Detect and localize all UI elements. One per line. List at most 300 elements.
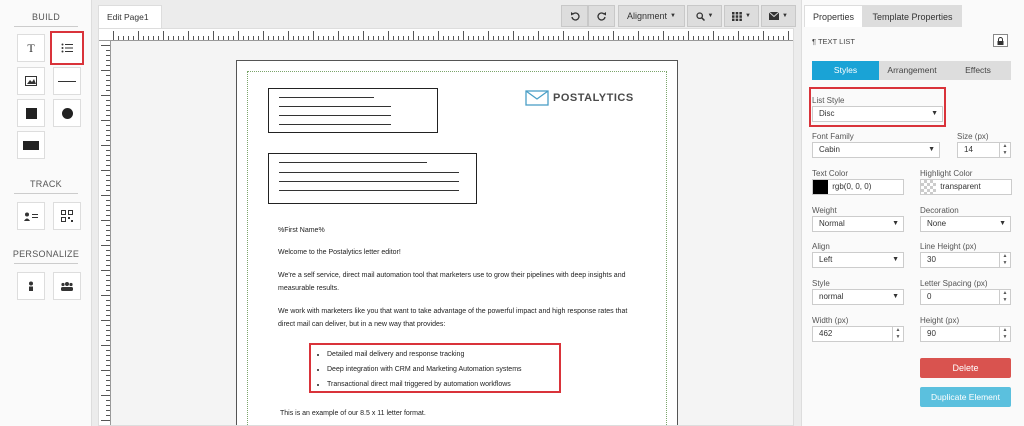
ruler-tick (403, 36, 404, 40)
ruler-tick (698, 36, 699, 40)
ruler-tick (106, 275, 110, 276)
ruler-tick (723, 36, 724, 40)
ruler-tick (618, 36, 619, 40)
ruler-tick (106, 100, 110, 101)
ruler-tick (268, 36, 269, 40)
ruler-tick (148, 36, 149, 40)
ruler-tick (488, 31, 489, 40)
person-icon (27, 281, 35, 291)
ruler-tick (378, 36, 379, 40)
style-select[interactable] (812, 289, 904, 305)
ruler-tick (101, 220, 110, 221)
letter-spacing-label: Letter Spacing (px) (920, 279, 988, 288)
properties-panel (801, 0, 1024, 426)
page-tab[interactable]: Edit Page1 (98, 5, 162, 28)
align-select[interactable] (812, 252, 904, 268)
horizontal-ruler (99, 29, 794, 41)
width-label: Width (px) (812, 316, 849, 325)
box-icon (23, 141, 39, 150)
duplicate-element-button[interactable]: Duplicate Element (920, 387, 1011, 407)
ruler-tick (393, 36, 394, 40)
ruler-tick (283, 36, 284, 40)
ruler-tick (418, 36, 419, 40)
ruler-tick (793, 36, 794, 40)
ruler-tick (483, 36, 484, 40)
ruler-tick (558, 36, 559, 40)
address-line (279, 106, 391, 107)
logo-text: POSTALYTICS (553, 92, 634, 104)
ruler-tick (106, 105, 110, 106)
ruler-tick (588, 31, 589, 40)
ruler-tick (123, 36, 124, 40)
first-name-merge-field[interactable]: %First Name% (278, 227, 325, 234)
qr-code-tool-button[interactable] (53, 202, 81, 230)
undo-button[interactable] (561, 5, 588, 27)
ruler-tick (388, 31, 389, 40)
ruler-tick (348, 36, 349, 40)
ruler-tick (248, 36, 249, 40)
ruler-tick (101, 320, 110, 321)
ruler-tick (258, 36, 259, 40)
ruler-tick (106, 55, 110, 56)
ruler-tick (106, 260, 110, 261)
address-line (279, 181, 459, 182)
ruler-tick (673, 36, 674, 40)
ruler-tick (408, 36, 409, 40)
subtab-arrangement[interactable]: Arrangement (879, 61, 945, 80)
ruler-tick (473, 36, 474, 40)
list-style-value: Disc (819, 109, 835, 118)
caret-down-icon: ▼ (892, 293, 899, 300)
list-item: • Deep integration with CRM and Marketing Automation systems (327, 362, 559, 377)
size-label: Size (px) (957, 132, 989, 141)
rectangle-tool-button[interactable] (17, 99, 45, 127)
ruler-tick (106, 90, 110, 91)
text-tool-button[interactable] (17, 34, 45, 62)
ruler-tick (198, 36, 199, 40)
address-line (279, 162, 427, 163)
ruler-tick (643, 36, 644, 40)
element-title: ¶ TEXT LIST (812, 37, 855, 46)
ruler-tick (713, 31, 714, 40)
ruler-tick (106, 355, 110, 356)
ruler-tick (106, 230, 110, 231)
ruler-tick (178, 36, 179, 40)
circle-icon (62, 108, 73, 119)
ruler-tick (101, 245, 110, 246)
width-value: 462 (819, 329, 833, 338)
envelope-logo-icon (525, 89, 549, 107)
width-stepper[interactable]: ▲ ▼ (892, 327, 903, 341)
ruler-tick (463, 31, 464, 40)
ruler-tick (101, 270, 110, 271)
ruler-tick (101, 145, 110, 146)
decoration-value: None (927, 219, 947, 228)
ruler-tick (101, 120, 110, 121)
mail-dropdown[interactable] (761, 5, 796, 27)
ruler-tick (423, 36, 424, 40)
height-stepper[interactable]: ▲ ▼ (999, 327, 1010, 341)
ruler-tick (748, 36, 749, 40)
line-height-label: Line Height (px) (920, 242, 977, 251)
redo-button[interactable] (588, 5, 615, 27)
ruler-tick (113, 31, 114, 40)
address-line (279, 115, 391, 116)
height-input[interactable] (920, 326, 1011, 342)
ruler-tick (718, 36, 719, 40)
ruler-tick (106, 225, 110, 226)
ruler-tick (133, 36, 134, 40)
ruler-tick (738, 31, 739, 40)
box-tool-button[interactable] (17, 131, 45, 159)
list-item: • Transactional direct mail triggered by automation workflows (327, 377, 559, 392)
ruler-tick (106, 400, 110, 401)
ruler-tick (106, 325, 110, 326)
delete-button[interactable]: Delete (920, 358, 1011, 378)
highlight-color-input[interactable] (920, 179, 1012, 195)
ruler-tick (603, 36, 604, 40)
list-item: • Detailed mail delivery and response tracking (327, 347, 559, 362)
highlight-color-label: Highlight Color (920, 169, 973, 178)
ruler-tick (553, 36, 554, 40)
ruler-tick (106, 210, 110, 211)
qr-code-icon (61, 210, 73, 222)
ruler-tick (106, 250, 110, 251)
ruler-tick (508, 36, 509, 40)
ruler-tick (608, 36, 609, 40)
text-list-tool-button[interactable] (50, 31, 84, 65)
ruler-tick (228, 36, 229, 40)
line-height-stepper[interactable]: ▲ ▼ (999, 253, 1010, 267)
subtab-styles[interactable]: Styles (812, 61, 879, 80)
text-icon: T (27, 40, 35, 55)
caret-down-icon: ▼ (999, 220, 1006, 227)
ruler-tick (548, 36, 549, 40)
list-style-select[interactable] (812, 106, 943, 122)
ruler-tick (101, 95, 110, 96)
welcome-paragraph[interactable]: Welcome to the Postalytics letter editor! (278, 249, 401, 256)
ruler-tick (106, 360, 110, 361)
ruler-tick (503, 36, 504, 40)
line-height-input[interactable] (920, 252, 1011, 268)
ruler-tick (573, 36, 574, 40)
ruler-tick (633, 36, 634, 40)
ruler-tick (106, 290, 110, 291)
ruler-tick (273, 36, 274, 40)
image-tool-button[interactable] (17, 67, 45, 95)
list-style-label: List Style (812, 96, 845, 105)
ruler-tick (773, 36, 774, 40)
ruler-tick (233, 36, 234, 40)
ruler-tick (533, 36, 534, 40)
ruler-tick (238, 31, 239, 40)
text-color-input[interactable] (812, 179, 904, 195)
ruler-tick (243, 36, 244, 40)
marketers-paragraph[interactable]: We work with marketers like you that want to take advantage of the powerful impact and high response rates that direct mail can deliver, but in a new way that provides: (278, 308, 628, 328)
ruler-tick (143, 36, 144, 40)
ruler-tick (638, 31, 639, 40)
address-line (279, 190, 459, 191)
height-label: Height (px) (920, 316, 960, 325)
ruler-tick (106, 205, 110, 206)
ruler-tick (106, 240, 110, 241)
personalize-title: PERSONALIZE (12, 249, 80, 259)
search-icon (696, 12, 705, 21)
subtab-effects[interactable]: Effects (945, 61, 1011, 80)
ruler-tick (153, 36, 154, 40)
person-tool-button[interactable] (17, 272, 45, 300)
text-color-swatch[interactable] (813, 180, 828, 194)
ruler-tick (106, 385, 110, 386)
ruler-tick (288, 31, 289, 40)
return-address-box[interactable] (268, 88, 438, 133)
ruler-tick (101, 370, 110, 371)
caret-down-icon: ▼ (892, 256, 899, 263)
size-input[interactable] (957, 142, 1011, 158)
ruler-tick (106, 330, 110, 331)
ruler-tick (106, 335, 110, 336)
ruler-tick (106, 315, 110, 316)
ruler-tick (478, 36, 479, 40)
align-value: Left (819, 255, 833, 264)
ruler-tick (468, 36, 469, 40)
alignment-label: Alignment (627, 11, 668, 21)
ruler-tick (328, 36, 329, 40)
tab-properties[interactable]: Properties (804, 5, 863, 27)
caret-down-icon: ▼ (745, 13, 751, 19)
ruler-tick (768, 36, 769, 40)
ruler-tick (106, 180, 110, 181)
ruler-tick (683, 36, 684, 40)
ruler-tick (653, 36, 654, 40)
ruler-tick (498, 36, 499, 40)
ruler-tick (598, 36, 599, 40)
ruler-tick (568, 36, 569, 40)
address-line (279, 97, 374, 98)
vertical-ruler (99, 41, 111, 426)
bullet-list (319, 347, 559, 392)
editor-canvas[interactable] (98, 28, 794, 426)
intro-paragraph[interactable]: We're a self service, direct mail automation tool that marketers use to grow their pipelines with deep insights and measurable results. (278, 272, 626, 292)
size-stepper[interactable]: ▲ ▼ (999, 143, 1010, 157)
ruler-tick (518, 36, 519, 40)
image-icon (25, 76, 37, 86)
ruler-tick (438, 31, 439, 40)
ruler-tick (106, 110, 110, 111)
ruler-tick (493, 36, 494, 40)
contact-tool-button[interactable] (17, 202, 45, 230)
ruler-tick (106, 75, 110, 76)
ruler-tick (106, 115, 110, 116)
ruler-tick (333, 36, 334, 40)
track-title: TRACK (29, 179, 62, 189)
ruler-tick (623, 36, 624, 40)
style-label: Style (812, 279, 830, 288)
line-icon (58, 81, 76, 82)
ruler-tick (101, 395, 110, 396)
line-tool-button[interactable] (53, 67, 81, 95)
ruler-tick (648, 36, 649, 40)
ruler-tick (763, 31, 764, 40)
grid-dropdown[interactable] (724, 5, 759, 27)
ruler-tick (733, 36, 734, 40)
redo-icon (597, 11, 607, 21)
align-label: Align (812, 242, 830, 251)
ruler-tick (383, 36, 384, 40)
tab-template-properties[interactable]: Template Properties (863, 5, 962, 27)
ruler-tick (363, 31, 364, 40)
ruler-tick (543, 36, 544, 40)
ruler-tick (253, 36, 254, 40)
letter-page[interactable] (236, 60, 678, 426)
ruler-tick (303, 36, 304, 40)
ruler-tick (448, 36, 449, 40)
ruler-tick (753, 36, 754, 40)
font-family-label: Font Family (812, 132, 854, 141)
ruler-tick (106, 200, 110, 201)
footer-paragraph[interactable]: This is an example of our 8.5 x 11 letter format. (280, 410, 426, 417)
caret-down-icon: ▼ (931, 110, 938, 117)
ruler-tick (106, 60, 110, 61)
ruler-tick (628, 36, 629, 40)
address-line (279, 124, 391, 125)
ruler-tick (263, 31, 264, 40)
ruler-tick (523, 36, 524, 40)
ruler-tick (668, 36, 669, 40)
text-list-element[interactable] (309, 343, 561, 393)
track-divider (14, 193, 78, 194)
ruler-tick (106, 125, 110, 126)
ruler-tick (106, 405, 110, 406)
ruler-tick (101, 195, 110, 196)
ruler-tick (368, 36, 369, 40)
address-line (279, 172, 459, 173)
ruler-tick (138, 31, 139, 40)
ruler-tick (106, 65, 110, 66)
ruler-tick (578, 36, 579, 40)
ruler-tick (106, 235, 110, 236)
letter-spacing-value: 0 (927, 292, 932, 301)
ruler-tick (106, 285, 110, 286)
ruler-tick (613, 31, 614, 40)
ruler-tick (688, 31, 689, 40)
highlight-color-swatch[interactable] (921, 180, 936, 194)
ruler-tick (353, 36, 354, 40)
ruler-tick (101, 70, 110, 71)
ruler-tick (106, 80, 110, 81)
ruler-tick (318, 36, 319, 40)
recipient-address-box[interactable] (268, 153, 477, 204)
build-divider (14, 26, 78, 27)
ellipse-tool-button[interactable] (53, 99, 81, 127)
ruler-tick (443, 36, 444, 40)
ruler-tick (106, 375, 110, 376)
ruler-tick (338, 31, 339, 40)
ruler-tick (778, 36, 779, 40)
height-value: 90 (927, 329, 936, 338)
postalytics-logo (525, 89, 634, 107)
style-value: normal (819, 292, 844, 301)
ruler-tick (703, 36, 704, 40)
ruler-tick (106, 150, 110, 151)
weight-select[interactable] (812, 216, 904, 232)
lock-icon (997, 37, 1004, 45)
ruler-tick (693, 36, 694, 40)
ruler-tick (663, 31, 664, 40)
ruler-tick (538, 31, 539, 40)
ruler-tick (106, 305, 110, 306)
ruler-tick (106, 415, 110, 416)
caret-down-icon: ▼ (782, 13, 788, 19)
ruler-tick (513, 31, 514, 40)
letter-spacing-input[interactable] (920, 289, 1011, 305)
letter-spacing-stepper[interactable]: ▲ ▼ (999, 290, 1010, 304)
ruler-tick (213, 31, 214, 40)
ruler-tick (708, 36, 709, 40)
alignment-dropdown[interactable] (618, 5, 685, 27)
ruler-tick (658, 36, 659, 40)
ruler-tick (168, 36, 169, 40)
decoration-label: Decoration (920, 206, 959, 215)
ruler-tick (106, 165, 110, 166)
ruler-tick (563, 31, 564, 40)
zoom-dropdown[interactable] (687, 5, 722, 27)
width-input[interactable] (812, 326, 904, 342)
ruler-tick (101, 45, 110, 46)
caret-down-icon: ▼ (928, 146, 935, 153)
ruler-tick (323, 36, 324, 40)
ruler-tick (293, 36, 294, 40)
size-value: 14 (964, 145, 973, 154)
ruler-tick (106, 300, 110, 301)
lock-button[interactable] (993, 34, 1008, 47)
weight-label: Weight (812, 206, 837, 215)
decoration-select[interactable] (920, 216, 1011, 232)
ruler-tick (101, 420, 110, 421)
square-icon (26, 108, 37, 119)
ruler-tick (433, 36, 434, 40)
envelope-icon (769, 12, 779, 20)
ruler-tick (458, 36, 459, 40)
ruler-tick (203, 36, 204, 40)
ruler-tick (743, 36, 744, 40)
ruler-tick (308, 36, 309, 40)
font-family-value: Cabin (819, 145, 840, 154)
ruler-tick (678, 36, 679, 40)
group-tool-button[interactable] (53, 272, 81, 300)
ruler-tick (398, 36, 399, 40)
ruler-tick (298, 36, 299, 40)
ruler-tick (106, 190, 110, 191)
ruler-tick (278, 36, 279, 40)
ruler-tick (208, 36, 209, 40)
font-family-select[interactable] (812, 142, 940, 158)
ruler-tick (106, 50, 110, 51)
ruler-tick (106, 140, 110, 141)
ruler-tick (106, 365, 110, 366)
ruler-tick (593, 36, 594, 40)
ruler-tick (106, 350, 110, 351)
ruler-tick (106, 310, 110, 311)
weight-value: Normal (819, 219, 845, 228)
ruler-tick (728, 36, 729, 40)
ruler-tick (101, 295, 110, 296)
left-toolbar (0, 0, 92, 426)
ruler-tick (158, 36, 159, 40)
ruler-tick (106, 155, 110, 156)
line-height-value: 30 (927, 255, 936, 264)
group-icon (60, 282, 74, 291)
